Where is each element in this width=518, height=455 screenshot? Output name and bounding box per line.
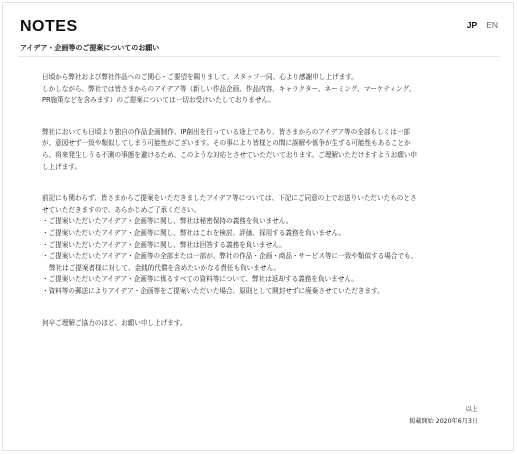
paragraph-conditions [42,193,482,216]
closing-line: 何卒ご理解ご協力のほど、お願い申し上げます。 [42,318,187,327]
lang-en-link[interactable]: EN [486,20,498,30]
list-item: ・ご提案いただいたアイデア・企画等に関し、弊社はこれを検討、評価、採用する義務を負いません。 [42,228,346,237]
paragraph-reason [42,127,482,173]
list-item: ・ご提案いただいたアイデア・企画等の全部または一部が、弊社の作品・企画・商品・サービス等に一致や類似する場合でも、 [42,252,418,261]
body-line: 前記にも関わらず、皆さまからご提案をいただきましたアイデア等については、下記にご同意の上でお送りいただいたものとさ [42,194,417,203]
paragraph-intro [42,72,482,107]
list-item-continuation: 弊社はご提案者様に対して、金銭的代償を含めたいかなる責任も負いません。 [49,263,281,272]
header-divider [18,56,500,57]
body-line: が、意図せず一致や類似してしまう可能性がございます。その事により皆様との間に誤解や係争が生ずる可能性もあることか [42,139,411,148]
conditions-list [42,216,482,297]
list-item: ・資料等の郵送によりアイデア・企画等をご提案いただいた場合、原則として開封せずに廃棄させていただきます。 [42,286,384,295]
page-subtitle: アイデア・企画等のご提案についてのお願い [20,44,160,52]
body-line: 弊社においても日頃より独自の作品企画制作、IP創出を行っている途上であり、皆さまからのアイデア等の全部もしくは一部 [42,127,410,136]
published-date: 掲載開始 2020年6月3日 [409,418,478,425]
language-switcher [467,20,498,30]
list-item: ・ご提案いただいたアイデア・企画等に係るすべての資料等について、弊社は返却する義務を負いません。 [42,275,358,284]
body-line: せていただきますので、あらかじめご了承ください。 [42,205,201,214]
notice-body [42,72,482,329]
notice-footer [409,404,478,428]
body-line: PR施策などを含みます）のご提案については一切お受けいたしておりません。 [42,96,276,105]
end-mark: 以上 [465,406,478,413]
body-line: 日頃から弊社および弊社作品へのご関心・ご要望を賜りまして、スタッフ一同、心より感謝申し上げます。 [42,73,358,81]
body-line: しかしながら、弊社では皆さまからのアイデア等（新しい作品企画、作品内容、キャラクター、ネーミング、マーケティング、 [42,84,416,93]
list-item: ・ご提案いただいたアイデア・企画等に関し、弊社は回答する義務を負いません。 [42,240,286,249]
lang-jp-link[interactable]: JP [466,20,478,30]
body-line: ら、将来発生しうる不測の事態を避けるため、このような対応とさせていただいております。ご理解いただけますようお願い申 [42,150,418,159]
body-line: し上げます。 [42,162,82,171]
page-title: NOTES [20,18,78,35]
list-item: ・ご提案いただいたアイデア・企画等に関し、弊社は秘密保持の義務を負いません。 [42,217,293,226]
